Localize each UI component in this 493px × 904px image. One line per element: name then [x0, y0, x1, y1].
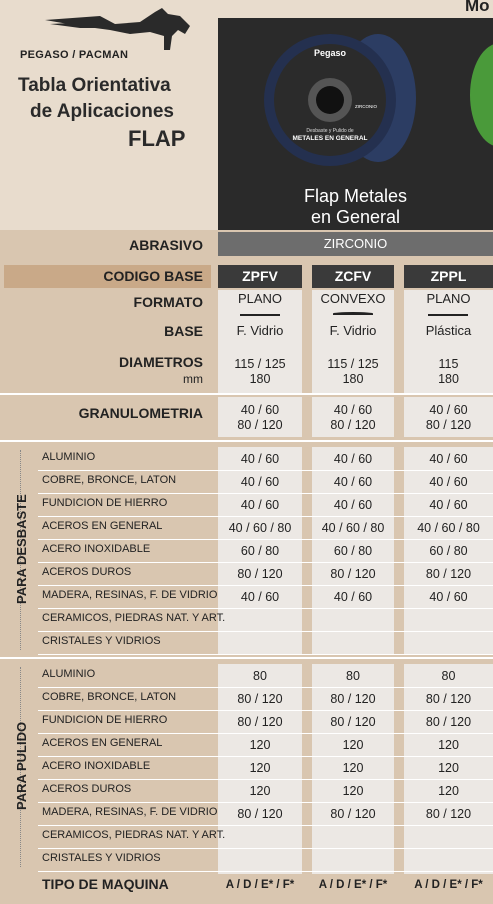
gran-value: 80 / 120	[237, 418, 283, 432]
row-divider	[38, 562, 493, 563]
grit-value: 40 / 60 / 80	[228, 521, 292, 535]
material-label: MADERA, RESINAS, F. DE VIDRIO	[42, 806, 218, 818]
grit-value: 80	[253, 669, 267, 683]
material-label: ALUMINIO	[42, 668, 96, 680]
grit-value: 80 / 120	[425, 807, 472, 821]
grit-value: 40 / 60	[240, 498, 280, 512]
grit-value: 80 / 120	[425, 692, 472, 706]
codigo-base-label: CODIGO BASE	[103, 268, 203, 284]
grit-value: 80 / 120	[237, 692, 283, 706]
abrasivo-value: ZIRCONIO	[323, 236, 388, 251]
convex-shape-icon	[333, 312, 373, 315]
diametro-value: 180	[342, 372, 364, 386]
row-divider	[38, 687, 493, 688]
grit-value: 80 / 120	[237, 807, 283, 821]
page-title-line2: de Aplicaciones	[30, 101, 174, 122]
grit-value: 40 / 60	[333, 452, 373, 466]
formato-value: PLANO	[237, 291, 283, 306]
grit-value: 80 / 120	[425, 567, 472, 581]
row-divider	[38, 585, 493, 586]
row-divider	[38, 779, 493, 780]
base-value: Plástica	[425, 323, 472, 338]
grit-value: 40 / 60	[429, 498, 468, 512]
base-value: F. Vidrio	[329, 323, 377, 338]
tipo-value: A / D / E* / F*	[414, 879, 483, 891]
product-name-line1: Flap Metales	[303, 186, 408, 206]
material-label: ACERO INOXIDABLE	[42, 543, 151, 555]
code-cell: ZPFV	[218, 265, 302, 288]
svg-text:ZIRCONIO: ZIRCONIO	[355, 104, 377, 109]
grit-value: 80	[346, 669, 360, 683]
page-title-line3: FLAP	[128, 126, 186, 151]
diametro-value: 115 / 125	[327, 357, 379, 371]
row-divider	[38, 631, 493, 632]
row-divider	[38, 825, 493, 826]
grit-value: 80 / 120	[330, 715, 376, 729]
grit-value: 120	[342, 784, 364, 798]
grit-value: 80 / 120	[425, 715, 472, 729]
gran-value: 80 / 120	[425, 418, 472, 432]
diametros-label: DIAMETROS	[119, 354, 203, 370]
separator	[0, 440, 493, 442]
pulido-section-label: PARA PULIDO	[14, 721, 29, 810]
row-divider	[38, 848, 493, 849]
material-label: CRISTALES Y VIDRIOS	[42, 635, 161, 647]
formato-value: PLANO	[426, 291, 471, 306]
grit-value: 60 / 80	[333, 544, 373, 558]
flat-shape-icon	[240, 314, 280, 316]
grit-value: 40 / 60	[429, 590, 468, 604]
tipo-maquina-label: TIPO DE MAQUINA	[42, 876, 169, 892]
separator	[0, 657, 493, 659]
grit-value: 80 / 120	[330, 807, 376, 821]
grit-value: 120	[438, 784, 459, 798]
flap-disc-image	[258, 28, 418, 168]
tipo-value: A / D / E* / F*	[225, 879, 295, 891]
grit-value: 120	[249, 761, 271, 775]
next-disc-image	[465, 40, 493, 150]
grit-value: 80	[441, 669, 456, 683]
product-name-line2: en General	[310, 207, 401, 227]
grit-value: 40 / 60	[429, 452, 468, 466]
grit-value: 40 / 60	[333, 498, 373, 512]
material-label: ACEROS DUROS	[42, 566, 132, 578]
grit-value: 60 / 80	[240, 544, 280, 558]
material-label: FUNDICION DE HIERRO	[42, 714, 168, 726]
grit-value: 40 / 60 / 80	[321, 521, 385, 535]
material-label: ACEROS DUROS	[42, 783, 132, 795]
gran-value: 80 / 120	[330, 418, 376, 432]
formato-label: FORMATO	[133, 294, 203, 310]
grit-value: 80 / 120	[237, 567, 283, 581]
material-label: ACEROS EN GENERAL	[42, 520, 163, 532]
page-title-line1: Tabla Orientativa	[18, 75, 171, 96]
separator	[0, 393, 493, 395]
row-divider	[38, 802, 493, 803]
gran-value: 40 / 60	[333, 403, 373, 417]
material-label: ACEROS EN GENERAL	[42, 737, 163, 749]
next-column-title-partial: Mo	[465, 0, 490, 15]
gran-value: 40 / 60	[240, 403, 280, 417]
row-divider	[38, 733, 493, 734]
svg-text:METALES EN GENERAL: METALES EN GENERAL	[292, 135, 368, 142]
tipo-value: A / D / E* / F*	[318, 879, 388, 891]
row-divider	[38, 871, 493, 872]
material-label: COBRE, BRONCE, LATON	[42, 691, 177, 703]
diametro-value: 115	[438, 357, 459, 371]
material-label: CERAMICOS, PIEDRAS NAT. Y ART.	[42, 612, 226, 624]
diametro-value: 180	[249, 372, 271, 386]
material-label: FUNDICION DE HIERRO	[42, 497, 168, 509]
grit-value: 80 / 120	[237, 715, 283, 729]
material-label: CRISTALES Y VIDRIOS	[42, 852, 161, 864]
grit-value: 60 / 80	[429, 544, 468, 558]
abrasivo-label: ABRASIVO	[129, 237, 203, 253]
desbaste-section-label: PARA DESBASTE	[14, 494, 29, 604]
gran-value: 40 / 60	[429, 403, 468, 417]
base-label: BASE	[164, 323, 203, 339]
row-divider	[38, 539, 493, 540]
svg-text:Desbaste y Pulido de: Desbaste y Pulido de	[306, 128, 354, 134]
grit-value: 80 / 120	[330, 567, 376, 581]
brand-name: PEGASO / PACMAN	[20, 49, 129, 61]
grit-value: 120	[438, 738, 459, 752]
flat-shape-icon	[428, 314, 468, 316]
grit-value: 40 / 60	[333, 590, 373, 604]
header-strip	[218, 0, 493, 20]
diametro-value: 115 / 125	[234, 357, 286, 371]
grit-value: 40 / 60 / 80	[417, 521, 480, 535]
material-label: COBRE, BRONCE, LATON	[42, 474, 177, 486]
code-cell: ZPPL	[404, 265, 493, 288]
svg-text:Pegaso: Pegaso	[313, 48, 347, 58]
material-label: ACERO INOXIDABLE	[42, 760, 151, 772]
material-label: MADERA, RESINAS, F. DE VIDRIO	[42, 589, 218, 601]
material-label: ALUMINIO	[42, 451, 96, 463]
grit-value: 40 / 60	[240, 590, 280, 604]
grit-value: 120	[342, 738, 364, 752]
mm-label: mm	[183, 372, 203, 386]
grit-value: 120	[438, 761, 459, 775]
grit-value: 120	[249, 738, 271, 752]
pegaso-horse-logo-icon	[40, 6, 200, 54]
grit-value: 40 / 60	[240, 475, 280, 489]
grit-value: 40 / 60	[333, 475, 373, 489]
granulometria-label: GRANULOMETRIA	[78, 405, 203, 421]
row-divider	[38, 756, 493, 757]
diametro-value: 180	[438, 372, 459, 386]
formato-value: CONVEXO	[320, 291, 386, 306]
row-divider	[38, 516, 493, 517]
row-divider	[38, 470, 493, 471]
grit-value: 40 / 60	[240, 452, 280, 466]
grit-value: 120	[249, 784, 271, 798]
row-divider	[38, 654, 493, 655]
row-divider	[38, 608, 493, 609]
grit-value: 40 / 60	[429, 475, 468, 489]
code-cell: ZCFV	[312, 265, 394, 288]
base-value: F. Vidrio	[236, 323, 284, 338]
grit-value: 80 / 120	[330, 692, 376, 706]
row-divider	[38, 493, 493, 494]
grit-value: 120	[342, 761, 364, 775]
row-divider	[38, 710, 493, 711]
material-label: CERAMICOS, PIEDRAS NAT. Y ART.	[42, 829, 226, 841]
